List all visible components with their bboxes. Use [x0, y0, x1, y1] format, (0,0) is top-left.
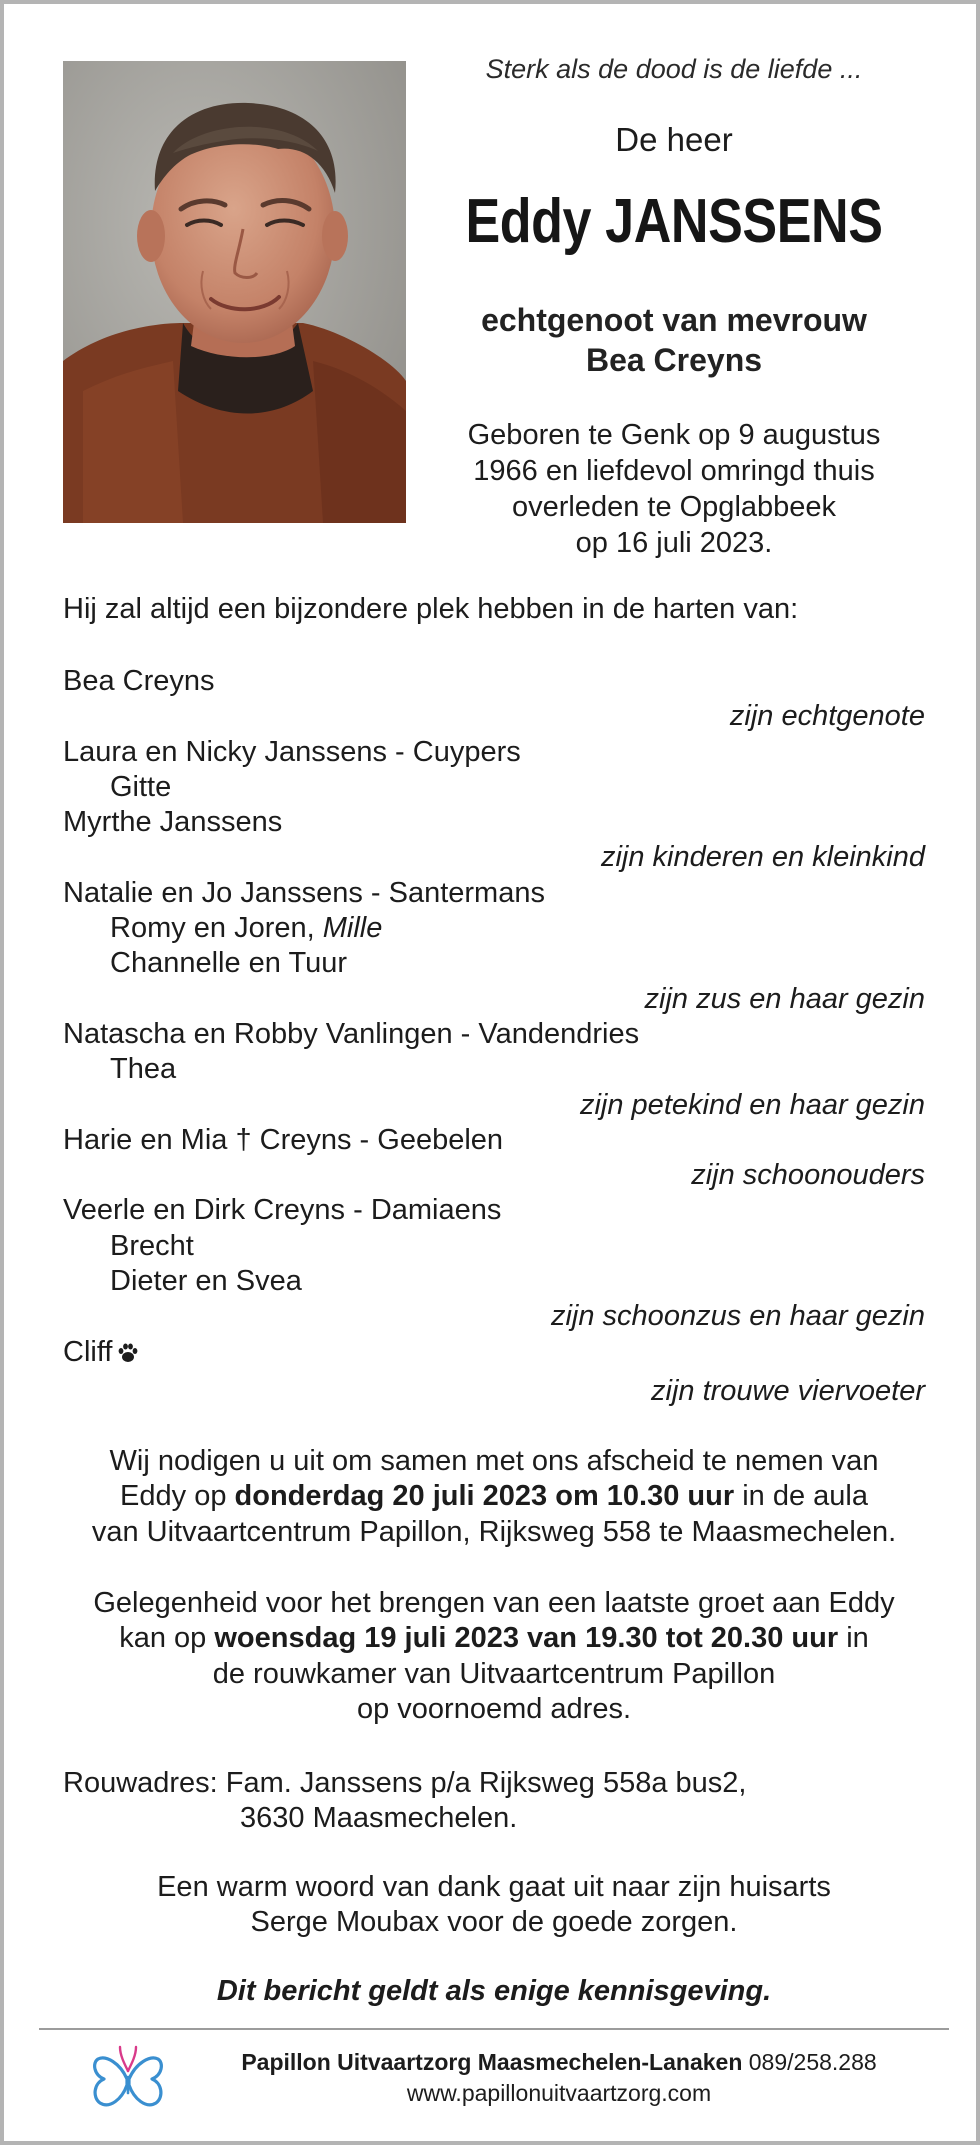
bio-line: 1966 en liefdevol omringd thuis — [473, 455, 875, 487]
family-member — [63, 735, 925, 770]
spouse-line: echtgenoot van mevrouw — [481, 302, 867, 338]
family-list — [63, 664, 925, 1409]
family-member — [63, 805, 925, 840]
funeral-line: Wij nodigen u uit om samen met ons afscheid te nemen van — [109, 1445, 879, 1477]
honorific: De heer — [615, 121, 733, 158]
relation-label: zijn schoonouders — [691, 1159, 925, 1192]
notice-line: Dit bericht geldt als enige kennisgeving. — [216, 1975, 772, 2007]
family-pet-name: Mille — [322, 912, 383, 945]
family-member — [63, 664, 925, 699]
family-child-name: Thea — [110, 1053, 177, 1086]
thanks-note — [44, 1870, 944, 1941]
relation-label: zijn trouwe viervoeter — [651, 1374, 925, 1407]
relation-label: zijn schoonzus en haar gezin — [550, 1300, 925, 1333]
family-member-name: Natalie en Jo Janssens - Santermans — [63, 876, 545, 909]
viewing-line: Gelegenheid voor het brengen van een laatste groet aan Eddy — [93, 1587, 895, 1619]
viewing-line: op voornoemd adres. — [356, 1692, 632, 1725]
family-member-name: Bea Creyns — [63, 665, 215, 697]
viewing-datetime: woensdag 19 juli 2023 van 19.30 tot 20.30 uur — [214, 1622, 839, 1655]
family-child-name: Channelle en Tuur — [110, 947, 347, 980]
relation-label: zijn kinderen en kleinkind — [600, 841, 925, 874]
relation-label: zijn echtgenote — [729, 700, 925, 733]
company-phone: 089/258.288 — [742, 2049, 877, 2075]
address-line: Rouwadres: Fam. Janssens p/a Rijksweg 558a bus2, — [63, 1767, 747, 1799]
motto: Sterk als de dood is de liefde ... — [485, 54, 863, 84]
viewing-line: de rouwkamer van Uitvaartcentrum Papillon — [212, 1657, 776, 1690]
family-member-name: Harie en Mia † Creyns - Geebelen — [63, 1123, 504, 1156]
family-child — [63, 1229, 925, 1264]
family-member-name: Veerle en Dirk Creyns - Damiaens — [63, 1194, 502, 1227]
funeral-invitation — [44, 1444, 944, 1550]
family-member-name: Natascha en Robby Vanlingen - Vandendries — [63, 1017, 640, 1050]
mourning-address — [63, 1766, 746, 1837]
bio-line: overleden te Opglabbeek — [511, 491, 837, 523]
relation-label: zijn zus en haar gezin — [644, 982, 925, 1015]
family-child — [63, 911, 925, 946]
viewing-info — [44, 1586, 944, 1727]
thanks-line: Een warm woord van dank gaat uit naar zijn huisarts — [157, 1871, 831, 1903]
thanks-line: Serge Moubax voor de goede zorgen. — [250, 1906, 738, 1939]
butterfly-logo-icon — [90, 2041, 166, 2117]
spouse-name: Bea Creyns — [585, 342, 763, 378]
family-member — [63, 1193, 925, 1228]
family-member-name: Myrthe Janssens — [63, 806, 283, 839]
portrait-image — [63, 61, 406, 523]
family-child-name: Brecht — [110, 1229, 194, 1262]
viewing-text: kan op — [119, 1622, 215, 1655]
family-member-name: Cliff — [63, 1335, 113, 1368]
family-member-name: Laura en Nicky Janssens - Cuypers — [63, 735, 521, 768]
family-member — [63, 1017, 925, 1052]
family-child-name: Dieter en Svea — [110, 1265, 302, 1298]
funeral-text: in de aula — [734, 1480, 868, 1513]
family-child — [63, 1264, 925, 1299]
footer-company — [189, 2047, 929, 2109]
deceased-name: Eddy JANSSENS — [465, 187, 883, 256]
viewing-text: in — [838, 1622, 869, 1655]
viewing-line — [44, 1621, 944, 1656]
family-child — [63, 770, 925, 805]
family-child-name: Gitte — [110, 770, 172, 803]
footer-divider — [39, 2028, 949, 2030]
family-member — [63, 1335, 925, 1374]
address-line: 3630 Maasmechelen. — [240, 1802, 518, 1835]
biography — [424, 417, 924, 561]
funeral-line: van Uitvaartcentrum Papillon, Rijksweg 558 te Maasmechelen. — [91, 1515, 897, 1548]
paw-print-icon — [116, 1339, 140, 1374]
company-website: www.papillonuitvaartzorg.com — [406, 2080, 712, 2106]
family-child — [63, 1052, 925, 1087]
family-member — [63, 876, 925, 911]
company-name: Papillon Uitvaartzorg Maasmechelen-Lanaken — [241, 2049, 743, 2075]
family-child — [63, 946, 925, 981]
funeral-text: Eddy op — [120, 1480, 235, 1513]
family-child-name: Romy en Joren, — [110, 912, 323, 945]
intro-text: Hij zal altijd een bijzondere plek hebben in de harten van: — [63, 593, 799, 625]
family-member — [63, 1123, 925, 1158]
portrait-photo — [63, 61, 406, 523]
bio-line: Geboren te Genk op 9 augustus — [467, 419, 881, 451]
bio-line: op 16 juli 2023. — [575, 527, 773, 559]
funeral-datetime: donderdag 20 juli 2023 om 10.30 uur — [234, 1480, 735, 1513]
company-line — [189, 2047, 929, 2078]
funeral-line — [44, 1479, 944, 1514]
relation-label: zijn petekind en haar gezin — [579, 1088, 925, 1121]
spouse-block — [424, 300, 924, 380]
